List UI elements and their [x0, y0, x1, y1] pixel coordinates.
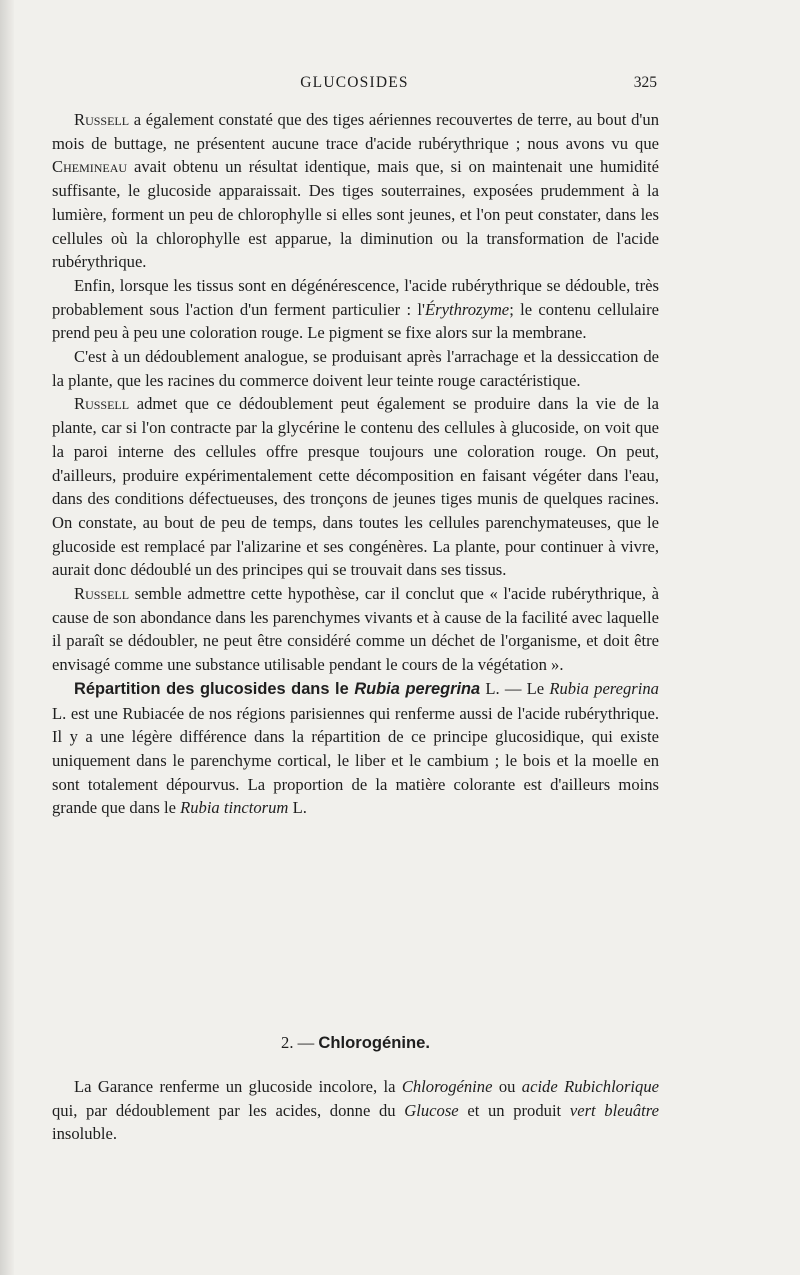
species-name: Rubia tinctorum	[180, 798, 289, 818]
section-number: 2. —	[281, 1033, 319, 1052]
paragraph-red-tint: C'est à un dédoublement analogue, se produisant après l'arrachage et la dessiccation de la plante, que les racines du commerce doivent leur teinte rouge caractéristique.	[52, 347, 659, 390]
section-title: Chlorogénine.	[318, 1033, 430, 1052]
paragraph-russell-observation: Russell a également constaté que des tiges aériennes recouvertes de terre, au bout d'un mois de buttage, ne présentent aucune trace d'acide rubérythrique ; nous avons vu que Chemineau avait obtenu un résultat identique, mais que, si on maintenait une humidité suffisante, le glucoside apparaissait. Des tiges souterraines, exposées prudemment à la lumière, forment un peu de chlorophylle si elles sont jeunes, et l'on peut constater, dans les cellules où la chlorophylle est apparue, la diminution ou la transformation de l'acide rubérythrique.	[52, 110, 659, 272]
author-name: Russell	[74, 394, 130, 414]
compound-name: Chlorogénine	[401, 1077, 493, 1096]
page-edge	[0, 0, 14, 1275]
page-number: 325	[633, 74, 657, 91]
run-in-heading: Répartition des glucosides dans le	[74, 679, 355, 698]
color-term: vert bleuâtre	[569, 1100, 659, 1120]
section-text	[52, 1075, 659, 1146]
ferment-name: Érythrozyme	[425, 299, 510, 319]
author-name: Chemineau	[52, 157, 128, 177]
paragraph-russell-conclusion: Russell semble admettre cette hypothèse, car il conclut que « l'acide rubérythrique, à cause de son abondance dans les parenchymes vivants et à cause de la facilité avec laquelle il paraît se dédoubler, ne peut être considéré comme un déchet de l'organisme, et doit être envisagé comme une substance utilisable pendant le cours de la végétation ».	[52, 584, 659, 675]
paragraph-degeneration: Enfin, lorsque les tissus sont en dégénérescence, l'acide rubérythrique se dédouble, très probablement sous l'action d'un ferment particulier : l'Érythrozyme; le contenu cellulaire prend peu à peu une coloration rouge. Le pigment se fixe alors sur la membrane.	[52, 275, 659, 343]
compound-name: acide Rubichlorique	[521, 1077, 660, 1096]
species-name: Rubia peregrina	[549, 678, 659, 698]
running-header	[52, 74, 657, 96]
paragraph-chlorogenine: La Garance renferme un glucoside incolore, la Chlorogénine ou acide Rubichlorique qui, par dédoublement par les acides, donne du Glucose et un produit vert bleuâtre insoluble.	[52, 1077, 660, 1144]
author-name: Russell	[74, 584, 130, 604]
paragraph-rubia-peregrina: Répartition des glucosides dans le Rubia peregrina L. — Le Rubia peregrina L. est une Rubiacée de nos régions parisiennes qui renferme aussi de l'acide rubérythrique. Il y a une légère différence dans la répartition de ce principe glucosidique, qui existe uniquement dans le parenchyme cortical, le liber et le cambium ; le bois et la moelle en sont totalement dépourvus. La proportion de la matière colorante est d'ailleurs moins grande que dans le Rubia tinctorum L.	[52, 678, 659, 818]
author-name: Russell	[74, 110, 130, 129]
compound-name: Glucose	[404, 1100, 459, 1120]
main-text	[52, 108, 659, 820]
section-heading	[52, 1033, 659, 1053]
paragraph-russell-hypothesis: Russell admet que ce dédoublement peut également se produire dans la vie de la plante, car si l'on contracte par la glycérine le contenu des cellules à glucoside, on voit que la paroi interne des cellules offre presque toujours une coloration rouge. On peut, d'ailleurs, produire expérimentalement cette décomposition en faisant végéter dans l'eau, dans des conditions défectueuses, des tronçons de jeunes tiges munis de quelques racines. On constate, au bout de peu de temps, dans toutes les cellules parenchymateuses, que le glucoside est remplacé par l'alizarine et ses congénères. La plante, pour continuer à vivre, aurait donc dédoublé un des principes qui se trouvait dans ses tissus.	[52, 394, 659, 580]
run-in-heading-species: Rubia peregrina	[354, 679, 481, 698]
running-title: GLUCOSIDES	[300, 74, 409, 91]
